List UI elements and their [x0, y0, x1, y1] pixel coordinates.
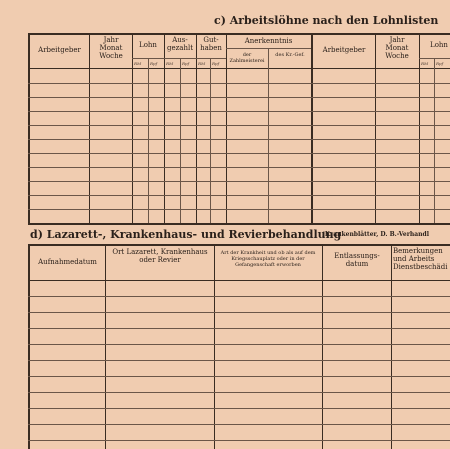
rm-label: RM	[166, 61, 174, 66]
section-d-title: d) Lazarett-, Krankenhaus- und Revierbehandlung	[30, 228, 342, 241]
header-lohn: Lohn	[139, 41, 157, 49]
header-der-zahlmeisterei: der Zahlmeisterei	[229, 52, 265, 64]
header-bemerkungen: Bemerkungen und Arbeits Dienstbeschädi	[393, 247, 448, 271]
header-anerkenntnis: Anerkenntnis	[244, 37, 293, 45]
rpf-label: Rpf	[436, 61, 444, 66]
header-jahr-monat-woche-2: Jahr Monat Woche	[385, 36, 409, 60]
rpf-label: Rpf	[150, 61, 158, 66]
header-ausgezahlt: Aus- gezahlt	[166, 36, 194, 52]
header-ort: Ort Lazarett, Krankenhaus oder Revier	[112, 248, 208, 264]
rm-label: RM	[134, 61, 142, 66]
section-d-subtitle: (Krankenblätter, D. B.-Verhandl	[322, 231, 429, 238]
header-jahr-monat-woche: Jahr Monat Woche	[99, 36, 123, 60]
header-entlassungsdatum: Entlassungs- datum	[334, 252, 380, 268]
header-art-der-krankheit: Art der Krankheit und ob als auf dem Kriegsschauplatz oder in der Gefangenschaft erworben	[220, 250, 316, 268]
rm-label: RM	[421, 61, 429, 66]
section-c-title: c) Arbeitslöhne nach den Lohnlisten	[214, 14, 439, 27]
header-des-kr-gef: des Kr.-Gef.	[275, 52, 305, 58]
header-arbeitgeber-2: Arbeitgeber	[322, 46, 366, 54]
rm-label: RM	[198, 61, 206, 66]
rpf-label: Rpf	[182, 61, 190, 66]
header-lohn-2: Lohn	[430, 41, 448, 49]
header-arbeitgeber: Arbeitgeber	[38, 46, 81, 54]
header-guthaben: Gut- haben	[200, 36, 222, 52]
header-aufnahmedatum: Aufnahmedatum	[38, 258, 97, 266]
rpf-label: Rpf	[212, 61, 220, 66]
